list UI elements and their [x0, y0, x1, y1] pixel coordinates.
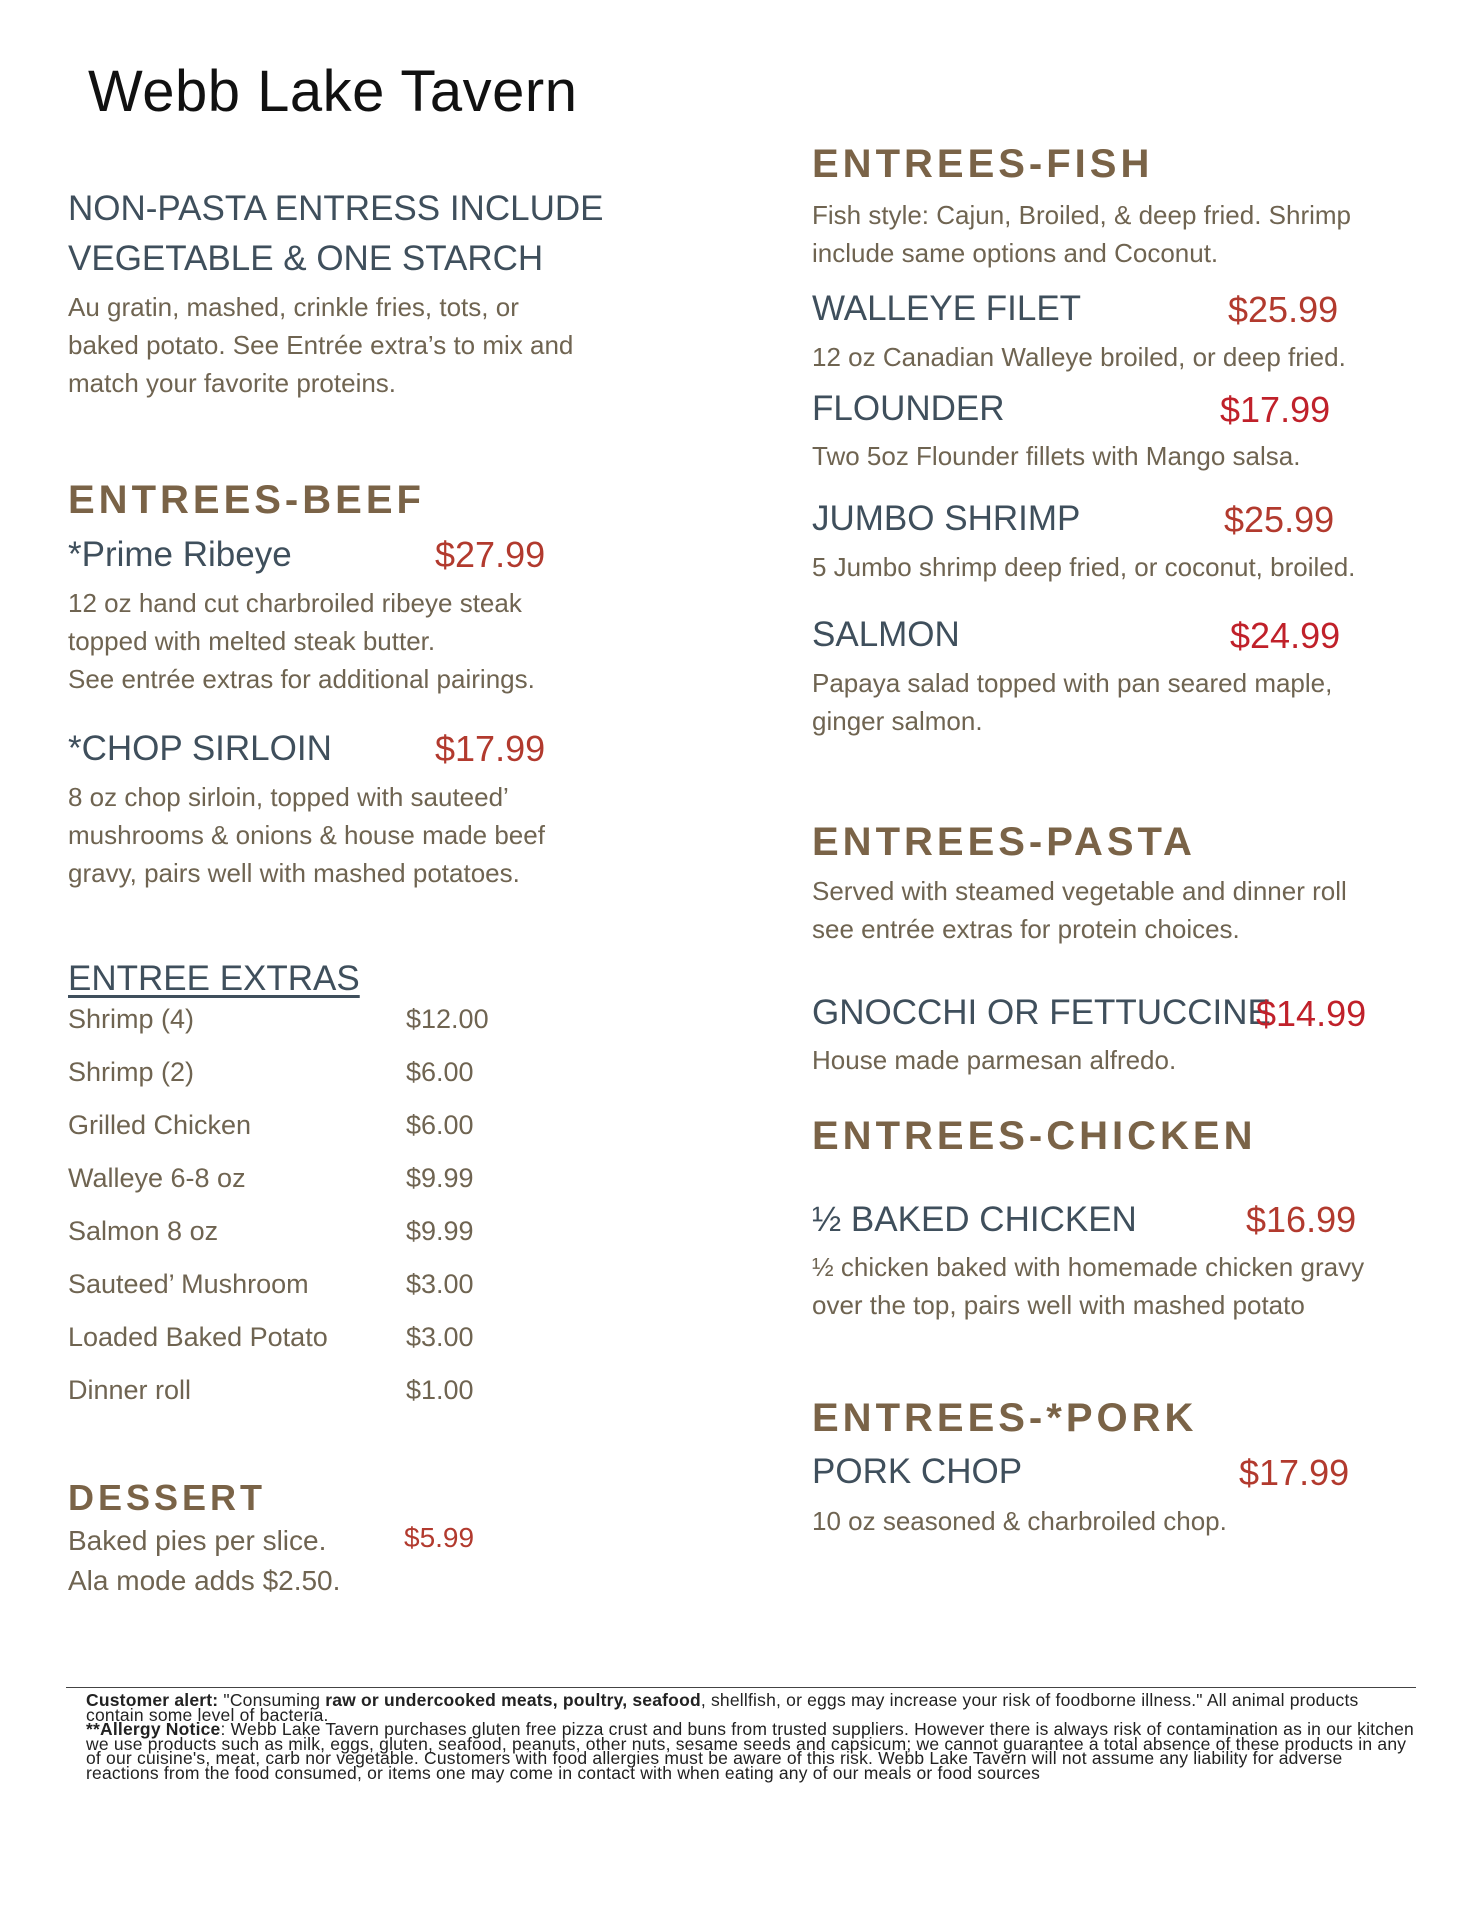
- salmon-price: $24.99: [1230, 615, 1341, 656]
- jumbo-shrimp-price: $25.99: [1224, 499, 1335, 540]
- pork-chop-price: $17.99: [1239, 1452, 1350, 1493]
- flounder-name: FLOUNDER: [812, 389, 1005, 428]
- extras-row: [68, 1110, 508, 1150]
- chicken-section-heading: ENTREES-CHICKEN: [812, 1114, 1257, 1158]
- walleye-name: WALLEYE FILET: [812, 289, 1082, 328]
- gnocchi-desc: House made parmesan alfredo.: [812, 1045, 1177, 1075]
- jumbo-shrimp-name: JUMBO SHRIMP: [812, 499, 1081, 538]
- extras-item-price: $1.00: [406, 1375, 474, 1405]
- extras-item-price: $3.00: [406, 1269, 474, 1299]
- sirloin-desc-line1: 8 oz chop sirloin, topped with sauteed’: [68, 782, 509, 812]
- intro-heading-line1: NON-PASTA ENTRESS INCLUDE: [68, 189, 604, 228]
- intro-text-line1: Au gratin, mashed, crinkle fries, tots, or: [68, 292, 519, 322]
- extras-item-price: $6.00: [406, 1057, 474, 1087]
- beef-section-heading: ENTREES-BEEF: [68, 478, 425, 522]
- salmon-desc-line2: ginger salmon.: [812, 706, 983, 736]
- extras-row: [68, 1004, 508, 1044]
- pork-section-heading: ENTREES-*PORK: [812, 1396, 1198, 1440]
- extras-item-name: Shrimp (4): [68, 1004, 195, 1034]
- alert-label: Customer alert:: [86, 1690, 219, 1710]
- extras-row: [68, 1163, 508, 1203]
- extras-item-name: Sauteed’ Mushroom: [68, 1269, 309, 1299]
- salmon-desc-line1: Papaya salad topped with pan seared maple,: [812, 668, 1333, 698]
- intro-heading-line2: VEGETABLE & ONE STARCH: [68, 239, 544, 278]
- fish-section-heading: ENTREES-FISH: [812, 142, 1154, 186]
- extras-row: [68, 1216, 508, 1256]
- extras-item-name: Dinner roll: [68, 1375, 192, 1405]
- fish-desc-line2: include same options and Coconut.: [812, 238, 1219, 268]
- ribeye-price: $27.99: [435, 534, 546, 575]
- ribeye-name: *Prime Ribeye: [68, 535, 292, 574]
- gnocchi-price: $14.99: [1256, 993, 1367, 1034]
- alert-bold-text: raw or undercooked meats, poultry, seafood: [325, 1690, 701, 1710]
- jumbo-shrimp-desc: 5 Jumbo shrimp deep fried, or coconut, broiled.: [812, 552, 1356, 582]
- extras-item-price: $9.99: [406, 1163, 474, 1193]
- salmon-name: SALMON: [812, 615, 960, 654]
- extras-row: [68, 1375, 508, 1415]
- dessert-line1: Baked pies per slice.: [68, 1525, 327, 1556]
- extras-row: [68, 1057, 508, 1097]
- sirloin-price: $17.99: [435, 728, 546, 769]
- baked-chicken-desc-line2: over the top, pairs well with mashed potato: [812, 1290, 1305, 1320]
- fish-desc-line1: Fish style: Cajun, Broiled, & deep fried. Shrimp: [812, 200, 1352, 230]
- extras-item-price: $6.00: [406, 1110, 474, 1140]
- extras-row: [68, 1322, 508, 1362]
- extras-item-name: Shrimp (2): [68, 1057, 195, 1087]
- extras-item-name: Salmon 8 oz: [68, 1216, 219, 1246]
- extras-row: [68, 1269, 508, 1309]
- footer-divider: [66, 1687, 1416, 1688]
- extras-heading: ENTREE EXTRAS: [68, 959, 360, 998]
- pasta-section-heading: ENTREES-PASTA: [812, 820, 1196, 864]
- dessert-line2: Ala mode adds $2.50.: [68, 1565, 341, 1596]
- pasta-desc-line1: Served with steamed vegetable and dinner roll: [812, 876, 1347, 906]
- intro-text-line3: match your favorite proteins.: [68, 368, 397, 398]
- ribeye-desc-line2: topped with melted steak butter.: [68, 626, 436, 656]
- extras-item-price: $12.00: [406, 1004, 489, 1034]
- ribeye-desc-line3: See entrée extras for additional pairings.: [68, 664, 535, 694]
- ribeye-desc-line1: 12 oz hand cut charbroiled ribeye steak: [68, 588, 522, 618]
- extras-item-price: $3.00: [406, 1322, 474, 1352]
- extras-item-name: Grilled Chicken: [68, 1110, 252, 1140]
- baked-chicken-name: ½ BAKED CHICKEN: [812, 1200, 1137, 1239]
- extras-item-name: Loaded Baked Potato: [68, 1322, 328, 1352]
- flounder-desc: Two 5oz Flounder fillets with Mango salsa.: [812, 441, 1301, 471]
- flounder-price: $17.99: [1220, 389, 1331, 430]
- alert-quote-rest: , shellfish, or eggs may increase your risk of foodborne illness." All animal products contain some level of bacteria.: [86, 1690, 1359, 1725]
- allergy-label: **Allergy Notice: [86, 1719, 221, 1740]
- sirloin-name: *CHOP SIRLOIN: [68, 729, 332, 768]
- alert-quote-start: "Consuming: [218, 1690, 326, 1710]
- extras-item-price: $9.99: [406, 1216, 474, 1246]
- baked-chicken-price: $16.99: [1246, 1199, 1357, 1240]
- sirloin-desc-line3: gravy, pairs well with mashed potatoes.: [68, 858, 520, 888]
- dessert-heading: DESSERT: [68, 1477, 267, 1518]
- dessert-price: $5.99: [404, 1522, 475, 1553]
- walleye-price: $25.99: [1228, 289, 1339, 330]
- pork-chop-desc: 10 oz seasoned & charbroiled chop.: [812, 1506, 1227, 1536]
- walleye-desc: 12 oz Canadian Walleye broiled, or deep fried.: [812, 342, 1346, 372]
- baked-chicken-desc-line1: ½ chicken baked with homemade chicken gravy: [812, 1252, 1365, 1282]
- gnocchi-name: GNOCCHI OR FETTUCCINE: [812, 993, 1271, 1032]
- customer-alert: [86, 1690, 1416, 1783]
- pork-chop-name: PORK CHOP: [812, 1452, 1023, 1491]
- sirloin-desc-line2: mushrooms & onions & house made beef: [68, 820, 545, 850]
- extras-item-name: Walleye 6-8 oz: [68, 1163, 246, 1193]
- pasta-desc-line2: see entrée extras for protein choices.: [812, 914, 1240, 944]
- intro-text-line2: baked potato. See Entrée extra’s to mix and: [68, 330, 574, 360]
- allergy-text: : Webb Lake Tavern purchases gluten free pizza crust and buns from trusted suppliers. However there is always risk of contamination as in our kitchen we use products such as milk, eggs, gluten, seafood, peanuts, other nuts, sesame seeds and capsicum; we cannot guarantee a total absence of these products in any of our cuisine's, meat, carb nor vegetable. Customers with food allergies must be aware of this risk. Webb Lake Tavern will not assume any liability for adverse reactions from the food consumed, or items one may come in contact with when eating any of our meals or food sources: [86, 1719, 1414, 1783]
- restaurant-title: Webb Lake Tavern: [88, 59, 578, 124]
